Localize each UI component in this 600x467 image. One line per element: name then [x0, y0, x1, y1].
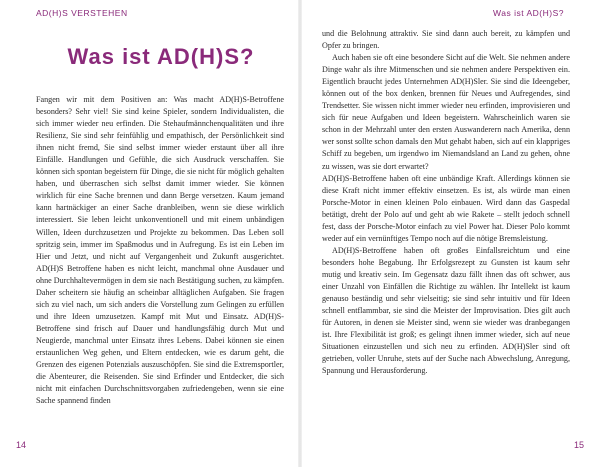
- left-page-number: 14: [16, 440, 27, 450]
- chapter-title: Was ist AD(H)S?: [67, 44, 255, 69]
- book-gutter: [298, 0, 302, 467]
- left-page-body: [36, 94, 284, 434]
- right-paragraph-1: und die Belohnung attraktiv. Sie sind dann auch bereit, zu kämpfen und Opfer zu bringen.: [322, 29, 570, 51]
- left-running-head: AD(H)S VERSTEHEN: [36, 8, 128, 18]
- right-page-number: 15: [573, 440, 584, 450]
- right-paragraph-2: Auch haben sie oft eine besondere Sicht auf die Welt. Sie nehmen andere Dinge wahr als ihre Mitmenschen und sie nehmen andere Perspektiven ein. Eigentlich braucht jedes Unternehmen AD(H)Sler. Sie sind die Ideengeber, können out of the box denken, brennen für Neues und Aufregendes, sind Trendsetter. Sie wissen nicht immer wieder neu erfinden, improvisieren und sich für neue Aufgaben und Ideen begeistern. Wahrscheinlich waren sie schon in der Mehrzahl unter den ersten Auswanderern nach Amerika, denn wer sonst sollte schon damals den Mut gehabt haben, sich auf ein klappriges Schiff zu begeben, um irgendwo im Niemandsland an Land zu gehen, ohne zu wissen, was sie dort erwartet?: [322, 53, 570, 171]
- right-paragraph-3: AD(H)S-Betroffene haben oft eine unbändige Kraft. Allerdings können sie diese Kraft nicht immer effektiv einsetzen. Es ist, als würde man einen Porsche-Motor in einen kleinen Polo einbauen. Wird dann das Gaspedal betätigt, dreht der Polo auf und geht ab wie Rakete – stellt jedoch schnell fest, dass der Porsche-Motor einfach zu viel Power hat. Dieser Polo kommt weder auf ein vernünftiges Tempo noch auf die nötige Bremsleistung.: [322, 173, 570, 243]
- right-running-head: Was ist AD(H)S?: [493, 8, 564, 18]
- right-paragraph-4: AD(H)S-Betroffene haben oft großes Einfallsreichtum und eine besonders hohe Begabung. Ihr Erfolgsrezept zu Gunsten ist kaum sehr mutig und kreativ sein. Im Gegensatz dazu fällt ihnen das oft schwer, aus einer Unzahl von Einfällen die Richtige zu wählen. Ihr Intellekt ist kaum genauso beständig und sehr vielseitig; sie sind sehr intuitiv und für Ideen schnell entflammbar, sie sind die Meister der Improvisation. Dies gilt auch für Autoren, in denen sie Meister sind, wenn sie wieder was dranbegangen ist. Ihre Flexibilität ist groß; es gelingt ihnen immer wieder, sich auf neue Situationen einzustellen und sich neu zu erfinden. AD(H)Sler sind oft getrieben, voller Unruhe, stets auf der Suche nach Abwechslung, Anregung, Spannung und Herausforderung.: [322, 245, 570, 376]
- right-page-body: [322, 28, 570, 434]
- left-paragraph: Fangen wir mit dem Positiven an: Was macht AD(H)S-Betroffene besonders? Sehr viel! Sie sind keine Spieler, sondern Individualisten, die sich immer wieder neu erfinden. Die Stehaufmännchenqualitäten und ihre Resilienz, Sie sind sehr feinfühlig und empathisch, der Persönlichkeit sind ihnen nicht fremd, Sie sind selbst immer wieder erstaunt über all ihre Einfälle. Handlungen und Gefühle, die sich Ausdruck verschaffen. Sie können sich spontan begeistern für Dinge, die sie nicht für möglich gehalten haben, und überraschen sich selbst damit immer wieder. Sie können wirklich für eine Sache brennen und dann Berge versetzen. Kaum jemand kann hartnäckiger an einer Sache dranbleiben, wenn sie diese wirklich interessiert. Sie leben leicht unkonventionell und mit einem unbändigen Willen, Ideen durchzusetzen und Projekte zu bekommen. Das Leben soll spritzig sein, immer im Spaßmodus und in Aufregung. Es ist ein Leben im Hier und Jetzt, und nicht auf Vergangenheit und Zukunft ausgerichtet. AD(H)S Betroffene haben es nicht leicht, manchmal ohne Ausdauer und ohne Durchhaltevermögen in dem sie nach Bestätigung suchen, zu kämpfen. Daher scheitern sie häufig an scheinbar alltäglichen Aufgaben. Sie fragen sich zu viel nach, um sich anders die Vorstellung zum Gelingen zu erfüllen und ihre Ideen umzusetzen. Kampf mit Mut und Einsatz. AD(H)S-Betroffene sind frisch auf Dauer und handlungsfähig durch Mut und Neugierde, manchmal unter Einsatz ihres Lebens. Dabei können sie einen erstaunlichen Weg gehen, und Eltern entdecken, wie es darum geht, die Grenzen des eigenen Potenzials auszuschöpfen. Sie sind die Extremsportler, die Abenteurer, die Reisenden. Sie sind Erfinder und Entdecker, die sich nicht mit einfachen Durchschnittsvorgaben zufriedengeben, wenn sie eine Sache spannend finden: [36, 95, 284, 406]
